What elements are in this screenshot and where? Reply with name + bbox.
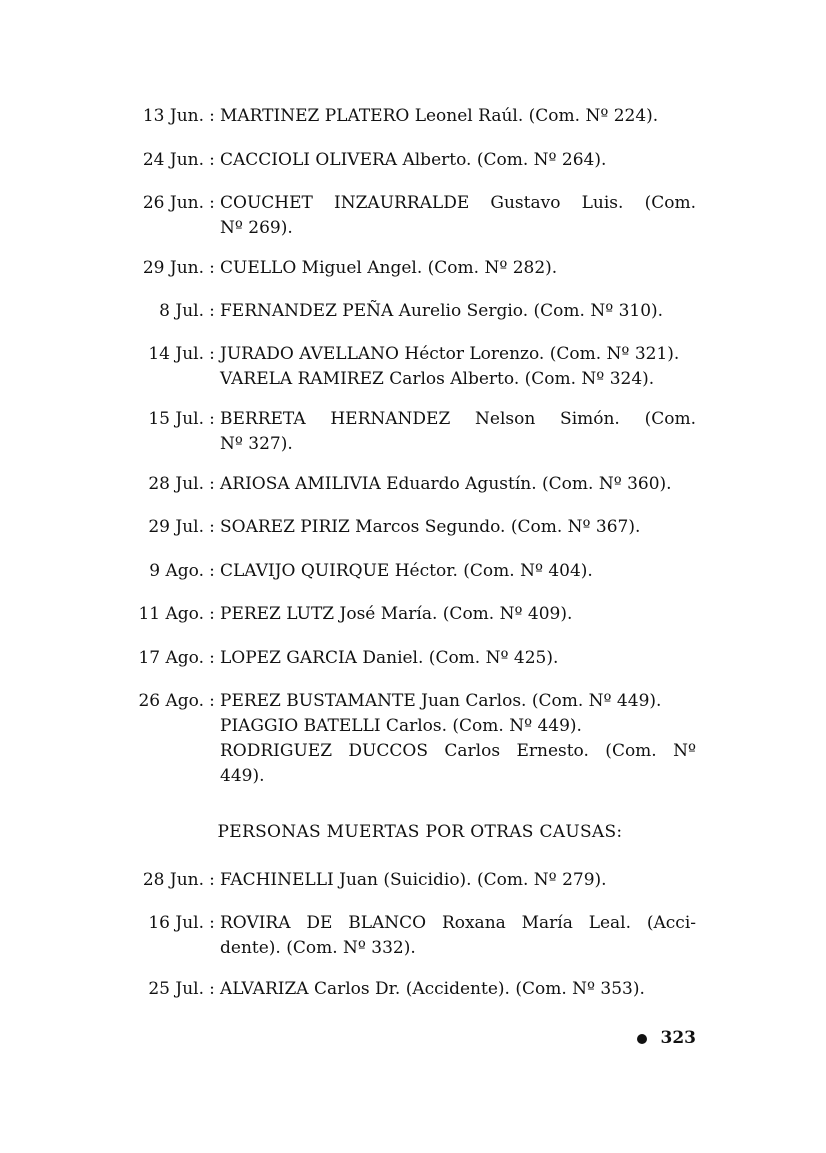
entry-text: SOAREZ PIRIZ Marcos Segundo. (Com. Nº 367).: [220, 517, 641, 537]
entry-separator: :: [209, 193, 215, 213]
entry-text: COUCHET INZAURRALDE Gustavo Luis. (Com.: [220, 193, 696, 213]
entry-text: VARELA RAMIREZ Carlos Alberto. (Com. Nº 324).: [220, 369, 655, 389]
entry-text: FERNANDEZ PEÑA Aurelio Sergio. (Com. Nº 310).: [220, 301, 664, 321]
entry-date: 11 Ago.: [138, 604, 204, 624]
entry-date: 26 Ago.: [138, 691, 204, 711]
entry-text: MARTINEZ PLATERO Leonel Raúl. (Com. Nº 224).: [220, 106, 659, 126]
entry-separator: :: [209, 691, 215, 711]
entry-date: 28 Jun.: [142, 870, 204, 890]
entry-text: CLAVIJO QUIRQUE Héctor. (Com. Nº 404).: [220, 561, 593, 581]
entry-text: 449).: [220, 766, 265, 786]
entry-date: 24 Jun.: [142, 150, 204, 170]
entry-date: 29 Jul.: [148, 517, 204, 537]
entry-date: 14 Jul.: [148, 344, 204, 364]
entry-date: 15 Jul.: [148, 409, 204, 429]
entry-separator: :: [209, 409, 215, 429]
entry-text: Nº 269).: [220, 218, 293, 238]
entry-text: PEREZ LUTZ José María. (Com. Nº 409).: [220, 604, 573, 624]
entry-date: 29 Jun.: [142, 258, 204, 278]
entry-separator: :: [209, 344, 215, 364]
entry-separator: :: [209, 870, 215, 890]
entry-text: Nº 327).: [220, 434, 293, 454]
bullet-icon: [637, 1034, 647, 1044]
entry-text: CUELLO Miguel Angel. (Com. Nº 282).: [220, 258, 558, 278]
entry-date: 28 Jul.: [148, 474, 204, 494]
entry-separator: :: [209, 150, 215, 170]
section-heading: PERSONAS MUERTAS POR OTRAS CAUSAS:: [217, 822, 623, 842]
entry-separator: :: [209, 517, 215, 537]
entry-date: 25 Jul.: [148, 979, 204, 999]
entry-text: CACCIOLI OLIVERA Alberto. (Com. Nº 264).: [220, 150, 607, 170]
entry-separator: :: [209, 474, 215, 494]
entry-text: RODRIGUEZ DUCCOS Carlos Ernesto. (Com. Nº: [220, 741, 696, 761]
entry-separator: :: [209, 106, 215, 126]
entry-text: PIAGGIO BATELLI Carlos. (Com. Nº 449).: [220, 716, 582, 736]
page-footer: [620, 1026, 696, 1051]
entry-date: 8 Jul.: [159, 301, 204, 321]
entry-separator: :: [209, 301, 215, 321]
entry-separator: :: [209, 913, 215, 933]
entry-separator: :: [209, 258, 215, 278]
entry-text: BERRETA HERNANDEZ Nelson Simón. (Com.: [220, 409, 696, 429]
page-number: 323: [660, 1028, 696, 1048]
entry-text: PEREZ BUSTAMANTE Juan Carlos. (Com. Nº 449).: [220, 691, 662, 711]
entry-text: ARIOSA AMILIVIA Eduardo Agustín. (Com. Nº 360).: [220, 474, 672, 494]
entry-date: 17 Ago.: [138, 648, 204, 668]
entry-separator: :: [209, 979, 215, 999]
entry-date: 16 Jul.: [148, 913, 204, 933]
entry-text: FACHINELLI Juan (Suicidio). (Com. Nº 279).: [220, 870, 607, 890]
entry-date: 26 Jun.: [142, 193, 204, 213]
entry-text: LOPEZ GARCIA Daniel. (Com. Nº 425).: [220, 648, 559, 668]
entry-text: ROVIRA DE BLANCO Roxana María Leal. (Acci-: [220, 913, 696, 933]
entry-text: ALVARIZA Carlos Dr. (Accidente). (Com. Nº 353).: [220, 979, 645, 999]
entry-text: dente). (Com. Nº 332).: [220, 938, 416, 958]
entry-date: 9 Ago.: [149, 561, 204, 581]
entry-date: 13 Jun.: [142, 106, 204, 126]
entry-separator: :: [209, 604, 215, 624]
entry-text: JURADO AVELLANO Héctor Lorenzo. (Com. Nº 321).: [220, 344, 680, 364]
entry-separator: :: [209, 648, 215, 668]
entry-separator: :: [209, 561, 215, 581]
